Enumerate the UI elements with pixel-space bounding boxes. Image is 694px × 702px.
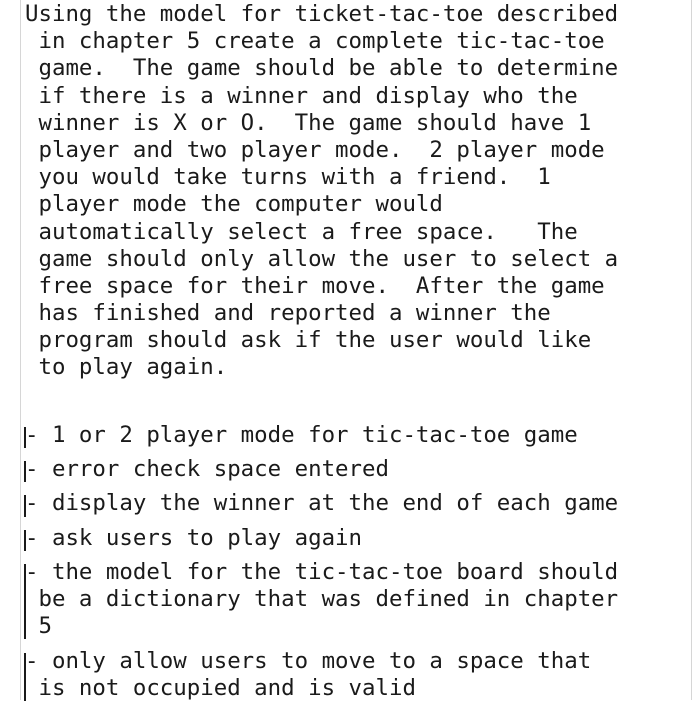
requirement-line: 5: [25, 613, 52, 640]
requirement-item: [25, 648, 618, 702]
description-line: to play again.: [25, 354, 228, 381]
requirement-line: is not occupied and is valid: [25, 675, 416, 701]
requirement-item: [25, 525, 618, 552]
description-line: game should only allow the user to select a: [25, 245, 619, 272]
description-line: winner is X or O. The game should have 1: [25, 109, 592, 136]
description-line: player and two player mode. 2 player mode: [25, 136, 605, 163]
requirement-line: - display the winner at the end of each game: [25, 490, 619, 517]
requirement-item: [25, 422, 618, 449]
requirement-item: [25, 456, 618, 483]
description-line: player mode the computer would: [25, 191, 443, 218]
assignment-document: [20, 0, 692, 700]
description-line: you would take turns with a friend. 1: [25, 164, 551, 191]
description-line: program should ask if the user would like: [25, 327, 592, 354]
requirement-line: - error check space entered: [25, 456, 389, 483]
requirement-line: - ask users to play again: [25, 524, 363, 551]
requirements-list: [25, 422, 618, 702]
assignment-description: [25, 1, 618, 382]
description-line: if there is a winner and display who the: [25, 82, 578, 109]
requirement-line: - only allow users to move to a space that: [25, 647, 592, 674]
requirement-item: [25, 490, 618, 517]
requirement-line: - 1 or 2 player mode for tic-tac-toe game: [25, 422, 578, 448]
description-line: free space for their move. After the game: [25, 272, 605, 299]
description-line: automatically select a free space. The: [25, 218, 578, 245]
description-line: has finished and reported a winner the: [25, 300, 551, 327]
requirement-item: [25, 559, 618, 641]
description-line: in chapter 5 create a complete tic-tac-toe: [25, 28, 605, 55]
description-line: Using the model for ticket-tac-toe described: [25, 1, 619, 27]
requirement-line: be a dictionary that was defined in chapter: [25, 585, 619, 612]
description-line: game. The game should be able to determine: [25, 55, 619, 82]
requirement-line: - the model for the tic-tac-toe board should: [25, 558, 619, 585]
